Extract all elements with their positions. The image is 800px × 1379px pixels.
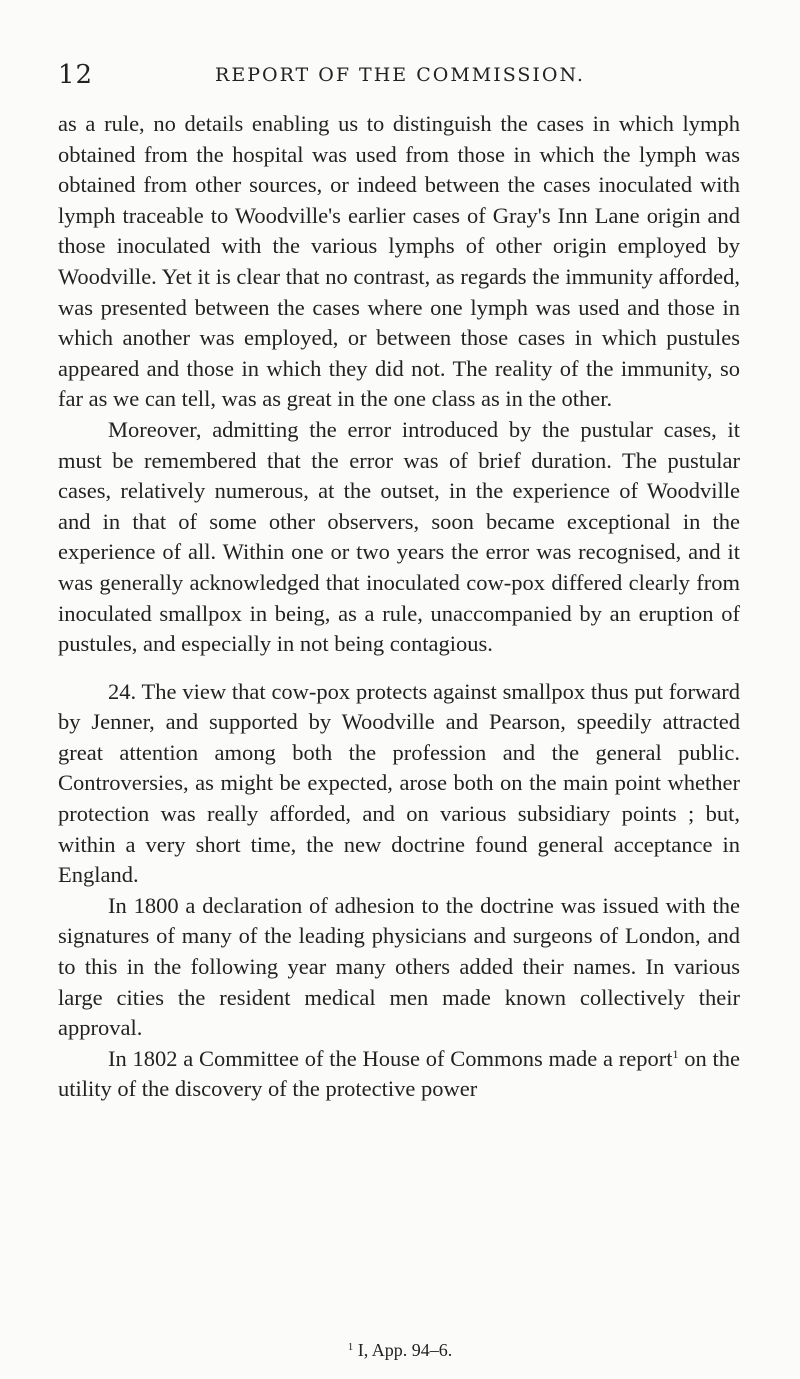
footnote-reference[interactable]: 1 (672, 1046, 679, 1061)
paragraph-1802-text: In 1802 a Committee of the House of Commons made a report (108, 1045, 673, 1071)
body-text (58, 109, 740, 1105)
page-number: 12 (58, 60, 94, 90)
paragraph-1800: In 1800 a declaration of adhesion to the doctrine was issued with the signatures of many of the leading physicians and surgeons of London, and to this in the following year many others added their names. In various large cities the resident medical men made known collectively their approval. (58, 892, 740, 1041)
footnote-text: I, App. 94–6. (353, 1340, 453, 1360)
paragraph-24: 24. The view that cow-pox protects against smallpox thus put forward by Jenner, and supported by Woodville and Pearson, speedily attracted great attention among both the profession and the general public. Controversies, as might be expected, arose both on the main point whether protection was really afforded, and on various subsidiary points ; but, within a very short time, the new doctrine found general acceptance in England. (58, 678, 740, 888)
page-header (58, 60, 742, 90)
running-head: REPORT OF THE COMMISSION. (215, 64, 585, 86)
paragraph-1802-continued: on the utility of the discovery of the protective power (58, 1045, 740, 1102)
paragraph-continuation: as a rule, no details enabling us to distinguish the cases in which lymph obtained from the hospital was used from those in which the lymph was obtained from other sources, or indeed between the cases inoculated with lymph traceable to Woodville's earlier cases of Gray's Inn Lane origin and those inoculated with the various lymphs of other origin employed by Woodville. Yet it is clear that no contrast, as regards the immunity afforded, was presented between the cases where one lymph was used and those in which another was employed, or between those cases in which pustules appeared and those in which they did not. The reality of the immunity, so far as we can tell, was as great in the one class as in the other. (58, 111, 740, 412)
paragraph-1802 (58, 1044, 740, 1105)
footnote (0, 1340, 800, 1361)
paragraph-moreover: Moreover, admitting the error introduced by the pustular cases, it must be remembered that the error was of brief duration. The pustular cases, relatively numerous, at the outset, in the experience of Woodville and in that of some other observers, soon became exceptional in the experience of all. Within one or two years the error was recognised, and it was generally acknowledged that inoculated cow-pox differed clearly from inoculated smallpox in being, as a rule, unaccompanied by an eruption of pustules, and especially in not being contagious. (58, 416, 740, 657)
footnote-marker: 1 (347, 1341, 354, 1353)
